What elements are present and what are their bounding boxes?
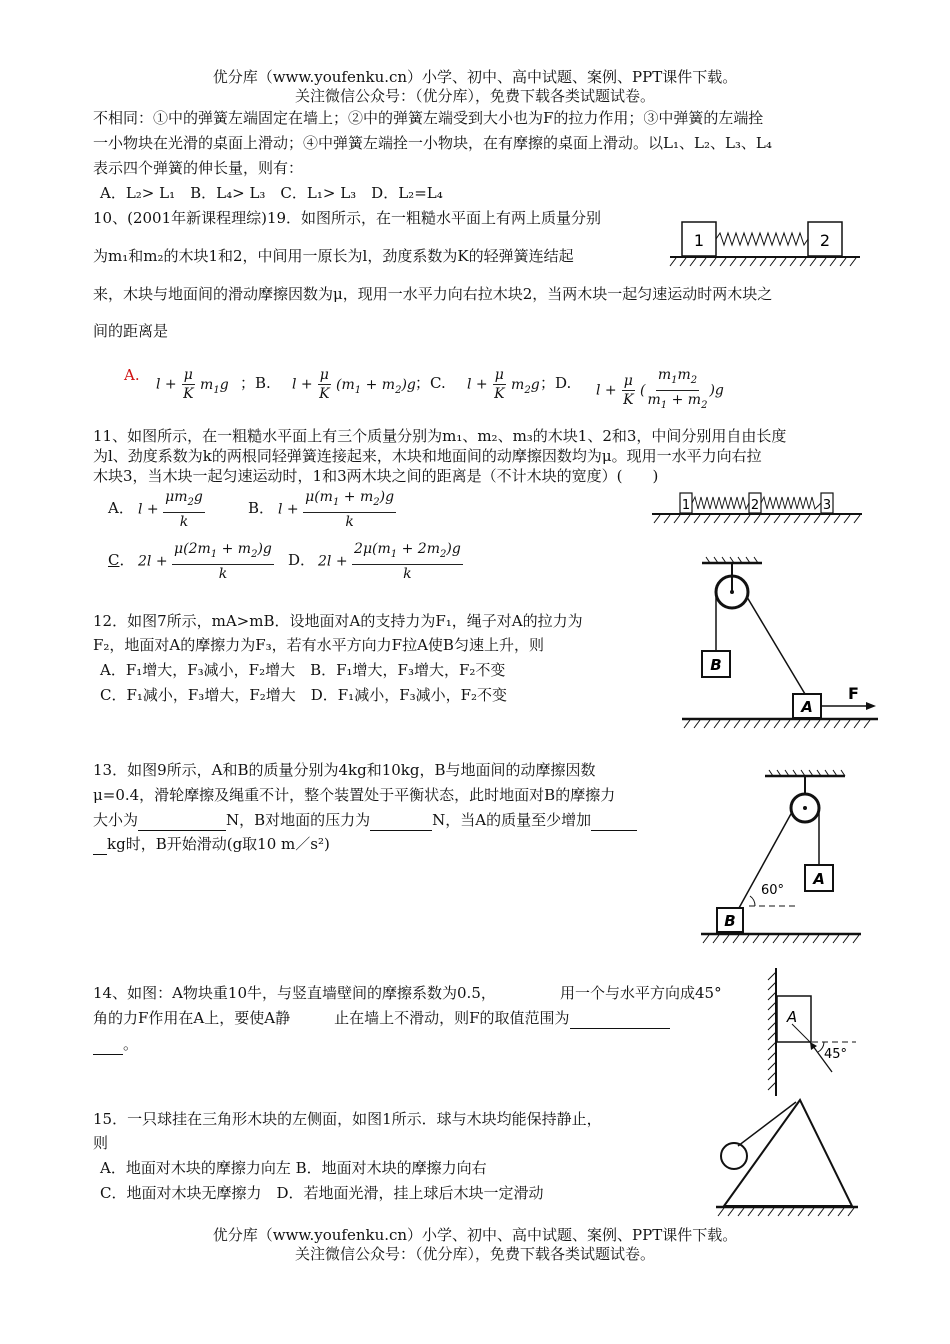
q11-option-c-formula: 2l + $\frac{\mu(2m_1 + m_2)g}{k}$ bbox=[138, 541, 272, 582]
q15-line-3: A．地面对木块的摩擦力向左 B．地面对木块的摩擦力向右 bbox=[100, 1159, 487, 1177]
q13-fig-angle: 60° bbox=[761, 883, 785, 898]
q12-line-1: 12．如图7所示，mA>mB．设地面对A的支持力为F₁，绳子对A的拉力为 bbox=[93, 612, 583, 630]
q10-line-1: 10、(2001年新课程理综)19．如图所示，在一粗糙水平面上有两上质量分别 bbox=[93, 209, 602, 227]
q14-blank-range-2[interactable] bbox=[93, 1038, 123, 1055]
q10-option-a-formula: l + $\frac{\mu}{K}$ $m_1g$ bbox=[156, 367, 229, 402]
q14-line-2a: 角的力F作用在A上，要使A静 bbox=[93, 1009, 291, 1027]
q13-line-1: 13．如图9所示，A和B的质量分别为4kg和10kg，B与地面间的动摩擦因数 bbox=[93, 761, 596, 779]
footer-line-2: 关注微信公众号：（优分库），免费下载各类试题试卷。 bbox=[294, 1245, 655, 1263]
q14-line-1 bbox=[93, 982, 496, 1004]
q12-fig-force-f: F bbox=[848, 684, 859, 703]
q9-line-1: 不相同：①中的弹簧左端固定在墙上；②中的弹簧左端受到大小也为F的拉力作用；③中弹簧的左端拴 bbox=[93, 109, 764, 127]
q11-fig-block-3: 3 bbox=[822, 498, 832, 513]
q13-line-3a: 大小为 bbox=[93, 811, 139, 829]
q15-figure bbox=[712, 1094, 862, 1218]
q14-line-1a: 14、如图：A物块重10牛，与竖直墙壁间的摩擦系数为0.5， bbox=[93, 984, 496, 1002]
q13-blank-friction[interactable] bbox=[138, 814, 226, 831]
q12-line-3: A．F₁增大，F₃减小，F₂增大 B．F₁增大，F₃增大，F₂不变 bbox=[100, 661, 506, 679]
q13-blank-mass-1[interactable] bbox=[591, 814, 637, 831]
q10-option-d-label: ；D. bbox=[540, 374, 572, 392]
q13-fig-block-a: A bbox=[813, 870, 825, 888]
q12-fig-block-a: A bbox=[801, 698, 813, 716]
q10-figure bbox=[668, 216, 862, 270]
q15-line-2: 则 bbox=[93, 1134, 109, 1152]
q13-blank-mass-2[interactable] bbox=[93, 838, 107, 855]
q14-fig-angle: 45° bbox=[824, 1047, 848, 1062]
q11-option-c-dot: ． bbox=[119, 551, 135, 569]
header-line-1: 优分库（www.youfenku.cn）小学、初中、高中试题、案例、PPT课件下载。 bbox=[212, 68, 738, 86]
q11-option-c-label bbox=[108, 549, 135, 570]
q9-line-2: 一小物块在光滑的桌面上滑动；④中弹簧左端拴一小物块，在有摩擦的桌面上滑动。以L₁、L₂、L₃、L₄ bbox=[93, 134, 772, 152]
q11-option-c-letter: C bbox=[108, 551, 120, 569]
q12-figure bbox=[680, 555, 880, 735]
header-line-2: 关注微信公众号：（优分库），免费下载各类试题试卷。 bbox=[294, 87, 655, 105]
q14-line-2 bbox=[93, 1007, 670, 1029]
q14-line-3 bbox=[93, 1033, 138, 1055]
q11-option-b-formula: l + $\frac{\mu(m_1 + m_2)g}{k}$ bbox=[278, 489, 395, 530]
q15-line-4: C．地面对木块无摩擦力 D．若地面光滑，挂上球后木块一定滑动 bbox=[100, 1184, 544, 1202]
q13-line-3c: N，当A的质量至少增加 bbox=[432, 811, 592, 829]
q12-fig-block-b: B bbox=[710, 656, 722, 674]
q13-line-4-text: kg时，B开始滑动(g取10 m／s²) bbox=[107, 835, 330, 853]
q13-line-3 bbox=[93, 809, 637, 831]
q10-option-b-label: ；B. bbox=[240, 374, 271, 392]
footer-line-1: 优分库（www.youfenku.cn）小学、初中、高中试题、案例、PPT课件下载。 bbox=[212, 1226, 738, 1244]
q14-blank-range-1[interactable] bbox=[570, 1012, 670, 1029]
q15-line-1: 15．一只球挂在三角形木块的左侧面，如图1所示．球与木块均能保持静止， bbox=[93, 1110, 602, 1128]
q10-option-c-formula: l + $\frac{\mu}{K}$ $m_2g$ bbox=[467, 367, 540, 402]
q11-option-d-label: D． bbox=[288, 551, 316, 569]
q13-line-3b: N，B对地面的压力为 bbox=[226, 811, 371, 829]
q11-figure bbox=[650, 490, 865, 532]
q11-option-a-formula: l + $\frac{\mu m_2g}{k}$ bbox=[138, 489, 203, 530]
q10-fig-block-2: 2 bbox=[819, 231, 831, 250]
q14-fig-block-a: A bbox=[786, 1008, 798, 1026]
q14-line-2b: 止在墙上不滑动，则F的取值范围为 bbox=[334, 1009, 570, 1027]
q12-line-2: F₂，地面对A的摩擦力为F₃，若有水平方向力F拉A使B匀速上升，则 bbox=[93, 636, 544, 654]
q9-line-3: 表示四个弹簧的伸长量，则有： bbox=[93, 159, 304, 177]
q11-line-2: 为l、劲度系数为k的两根同轻弹簧连接起来，木块和地面间的动摩擦因数均为μ。现用一水平力向右拉 bbox=[93, 447, 762, 465]
q11-line-1: 11、如图所示，在一粗糙水平面上有三个质量分别为m₁、m₂、m₃的木块1、2和3，中间分别用自由长度 bbox=[93, 427, 787, 445]
q10-fig-block-1: 1 bbox=[693, 231, 705, 250]
q10-option-a-label: A. bbox=[124, 366, 140, 384]
q13-blank-pressure[interactable] bbox=[370, 814, 432, 831]
q11-line-3: 木块3，当木块一起匀速运动时，1和3两木块之间的距离是（不计木块的宽度）( ) bbox=[93, 467, 659, 485]
q10-option-c-label: ；C. bbox=[415, 374, 446, 392]
q11-option-d-formula: 2l + $\frac{2\mu(m_1 + 2m_2)g}{k}$ bbox=[318, 541, 461, 582]
q14-line-3-text: 。 bbox=[123, 1035, 139, 1053]
q10-line-2: 为m₁和m₂的木块1和2，中间用一原长为l，劲度系数为K的轻弹簧连结起 bbox=[93, 247, 574, 265]
q13-fig-block-b: B bbox=[724, 912, 736, 930]
q13-line-4 bbox=[93, 833, 330, 855]
q13-line-2: μ=0.4，滑轮摩擦及绳重不计，整个装置处于平衡状态，此时地面对B的摩擦力 bbox=[93, 786, 616, 804]
q11-fig-block-2: 2 bbox=[750, 498, 760, 513]
q11-fig-block-1: 1 bbox=[681, 498, 691, 513]
q10-option-b-formula: l + $\frac{\mu}{K}$ $(m_1 + m_2)g$ bbox=[292, 367, 416, 402]
q10-option-d-formula: l + $\frac{\mu}{K}$ ( $\frac{m_1m_2}{m_1 + m_2}$ )g bbox=[596, 367, 724, 411]
q13-figure bbox=[695, 768, 865, 946]
q14-line-1b: 用一个与水平方向成45° bbox=[560, 984, 722, 1002]
q11-option-a-label: A． bbox=[108, 499, 134, 517]
q12-line-4: C．F₁减小，F₃增大，F₂增大 D．F₁减小，F₃减小，F₂不变 bbox=[100, 686, 508, 704]
q11-option-b-label: B． bbox=[248, 499, 275, 517]
q10-line-3: 来，木块与地面间的滑动摩擦因数为μ，现用一水平力向右拉木块2，当两木块一起匀速运动时两木块之 bbox=[93, 285, 773, 303]
q9-options: A．L₂> L₁ B．L₄> L₃ C．L₁> L₃ D．L₂=L₄ bbox=[100, 184, 443, 202]
q14-figure bbox=[752, 964, 862, 1100]
q10-line-4: 间的距离是 bbox=[93, 322, 169, 340]
